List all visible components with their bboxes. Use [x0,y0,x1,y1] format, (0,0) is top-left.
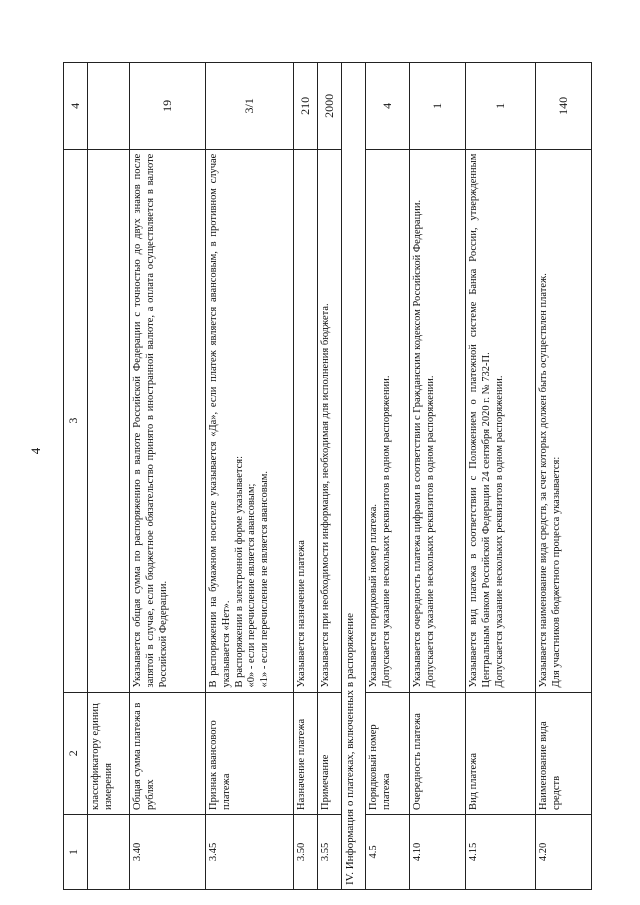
row-value: 1 [466,63,536,150]
description-line: «1» - если перечисление не является авансовым. [259,470,271,688]
section-title: IV. Информация о платежах, включенных в распоряжение [342,63,366,890]
row-value: 210 [294,63,318,150]
row-number: 4.20 [536,814,592,889]
row-value: 1 [410,63,466,150]
row-description [206,149,294,692]
description-line: Допускается указание нескольких реквизитов в одном распоряжении. [424,375,436,688]
description-line: Указывается порядковый номер платежа. [368,503,379,688]
row-value: 2000 [318,63,342,150]
row-name: Порядковый номер платежа [366,692,410,814]
row-number: 4.5 [366,814,410,889]
header-col-1: 1 [64,814,88,889]
row-number: 3.40 [130,814,206,889]
row-number: 3.50 [294,814,318,889]
requisites-table [63,62,592,890]
row-description [318,149,342,692]
row-description [410,149,466,692]
row-value: 19 [130,63,206,150]
row-name: Наименование вида средств [536,692,592,814]
table-row [130,63,206,890]
row-description [130,149,206,692]
description-line: Указывается при необходимости информация, необходимая для исполнения бюджета. [320,303,331,688]
description-line: Указывается наименование вида средств, за счет которых должен быть осуществлен платеж. [538,273,549,688]
row-number: 3.55 [318,814,342,889]
description-line: Для участников бюджетного процесса указывается: [550,456,562,688]
row-number: 4.10 [410,814,466,889]
description-line: Указывается очередность платежа цифрами в соответствии с Гражданским кодексом Российской Федерации. [412,199,423,688]
description-line: Указывается назначение платежа [296,540,307,688]
row-name: Вид платежа [466,692,536,814]
header-col-2: 2 [64,692,88,814]
row-value [88,63,130,150]
table-header-row [64,63,88,890]
row-number: 3.45 [206,814,294,889]
description-line: Указывается общая сумма по распоряжению в валюте Российской Федерации с точностью до двух знаков после запятой в случае, если бюджетное обязательство принято в иностранной валюте, а оплата осуществляется в валюте Российской Федерации. [132,153,169,688]
row-name: Очередность платежа [410,692,466,814]
row-name: Общая сумма платежа в рублях [130,692,206,814]
row-name: Признак авансового платежа [206,692,294,814]
table-row [366,63,410,890]
row-number: 4.15 [466,814,536,889]
row-description [366,149,410,692]
row-name: Примечание [318,692,342,814]
table-row [88,63,130,890]
row-name: классификатору единиц измерения [88,692,130,814]
page-number: 4 [28,447,43,455]
description-line: «0» - если перечисление является авансовым; [246,483,258,688]
row-description [294,149,318,692]
header-col-4: 4 [64,63,88,150]
row-description [88,149,130,692]
row-value: 4 [366,63,410,150]
row-value: 3/1 [206,63,294,150]
row-number [88,814,130,889]
section-header-row [342,63,366,890]
table-row [318,63,342,890]
row-description [536,149,592,692]
description-line: Допускается указание нескольких реквизитов в одном распоряжении. [380,375,392,688]
table-row [536,63,592,890]
row-name: Назначение платежа [294,692,318,814]
description-line: Указывается вид платежа в соответствии с Положением о платежной системе Банка России, утвержденным Центральным банком Российской Федерации 24 сентября 2020 г. № 732-П. [468,153,492,688]
row-description [466,149,536,692]
table-row [294,63,318,890]
table-row [206,63,294,890]
header-col-3: 3 [64,149,88,692]
table-row [410,63,466,890]
row-value: 140 [536,63,592,150]
table-row [466,63,536,890]
description-line: Допускается указание нескольких реквизитов в одном распоряжении. [493,375,505,688]
description-line: В распоряжении на бумажном носителе указывается «Да», если платеж является авансовым, в противном случае указывается «Нет». [208,153,232,688]
description-line: В распоряжении в электронной форме указывается: [233,456,245,688]
